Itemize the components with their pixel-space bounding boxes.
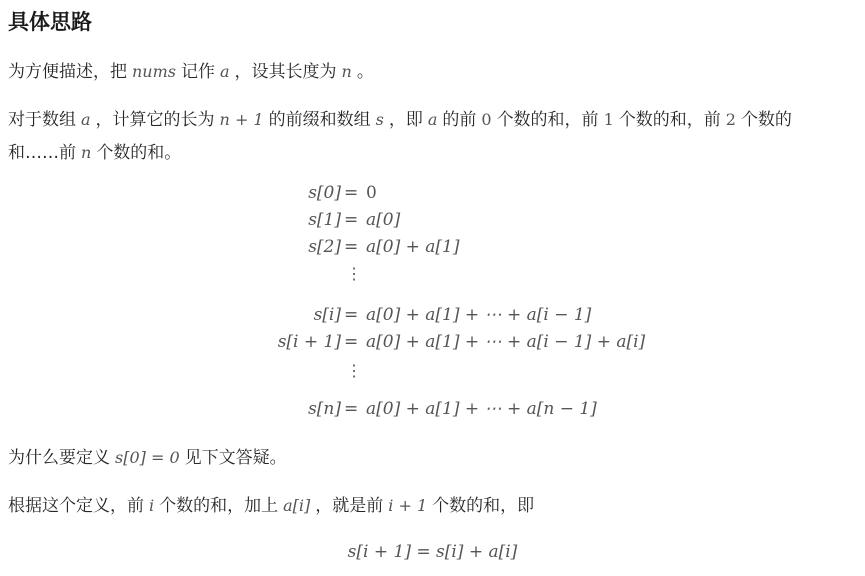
intro-text-2: 记作	[181, 62, 215, 82]
equation-row	[0, 234, 865, 261]
equals-sign: =	[344, 332, 359, 352]
prefix-sum-paragraph-line-2	[8, 137, 181, 169]
p2-line2-text-1: 和……前	[8, 143, 76, 163]
equation-row	[0, 180, 865, 207]
equals-sign: =	[344, 210, 359, 230]
math-s0-equals-0: s[0] = 0	[115, 448, 180, 467]
recurrence-paragraph	[8, 490, 534, 522]
math-s: s	[375, 110, 384, 129]
p2-text-7: 个数的和，前	[618, 110, 721, 130]
intro-text-3: ，设其长度为	[234, 62, 337, 82]
p4-text-4: 个数的和，即	[432, 496, 535, 516]
equation-lhs: s[i + 1]	[277, 332, 341, 352]
equation-rhs: a[0] + a[1] + ⋯ + a[i − 1]	[366, 305, 592, 325]
equation-rhs: a[0]	[366, 210, 401, 230]
math-0: 0	[481, 110, 492, 129]
recurrence-equation: s[i + 1] = s[i] + a[i]	[347, 542, 518, 562]
equals-sign: =	[344, 237, 359, 257]
vertical-ellipsis: ⋮	[346, 361, 362, 380]
math-a: a	[81, 110, 91, 129]
p4-text-1: 根据这个定义，前	[8, 496, 144, 516]
p2-text-5: 的前	[442, 110, 477, 130]
p4-text-3: ，就是前	[315, 496, 384, 516]
p2-text-2: ，计算它的长为	[95, 110, 215, 130]
equals-sign: =	[344, 305, 359, 325]
math-nums: nums	[132, 62, 176, 81]
p2-text-6: 个数的和，前	[496, 110, 599, 130]
why-define-paragraph	[8, 442, 287, 474]
equation-lhs: s[0]	[308, 183, 341, 203]
math-2: 2	[725, 110, 736, 129]
math-n-plus-1: n + 1	[219, 110, 264, 129]
equation-lhs: s[n]	[308, 399, 341, 419]
equation-rhs: 0	[366, 183, 377, 203]
equation-row	[0, 329, 865, 356]
equation-row	[0, 396, 865, 423]
math-n: n	[341, 62, 352, 81]
p3-text-1: 为什么要定义	[8, 448, 110, 468]
equation-lhs: s[i]	[313, 305, 341, 325]
equation-lhs: s[2]	[308, 237, 341, 257]
prefix-sum-paragraph-line-1	[8, 104, 792, 136]
intro-text-1: 为方便描述，把	[8, 62, 127, 82]
intro-paragraph	[8, 56, 374, 88]
p4-text-2: 个数的和，加上	[159, 496, 279, 516]
equation-row	[0, 207, 865, 234]
equation-rhs: a[0] + a[1] + ⋯ + a[i − 1] + a[i]	[366, 332, 646, 352]
p2-text-1: 对于数组	[8, 110, 76, 130]
math-i-plus-1: i + 1	[388, 496, 428, 515]
equation-rhs: a[0] + a[1]	[366, 237, 460, 257]
section-heading: 具体思路	[8, 10, 92, 34]
math-1: 1	[603, 110, 614, 129]
equals-sign: =	[344, 183, 359, 203]
equation-lhs: s[1]	[308, 210, 341, 230]
equation-rhs: a[0] + a[1] + ⋯ + a[n − 1]	[366, 399, 597, 419]
equation-row	[0, 302, 865, 329]
p3-text-2: 见下文答疑。	[184, 448, 287, 468]
equals-sign: =	[344, 399, 359, 419]
math-a-i: a[i]	[283, 496, 311, 515]
intro-text-4: 。	[356, 62, 374, 82]
math-n: n	[81, 143, 92, 162]
math-a: a	[427, 110, 438, 129]
p2-text-3: 的前缀和数组	[268, 110, 371, 130]
p2-line2-text-2: 个数的和。	[96, 143, 182, 163]
p2-text-8: 个数的	[740, 110, 792, 130]
math-a: a	[220, 62, 230, 81]
vertical-ellipsis: ⋮	[346, 264, 362, 283]
math-i: i	[149, 496, 155, 515]
p2-text-4: ，即	[388, 110, 423, 130]
